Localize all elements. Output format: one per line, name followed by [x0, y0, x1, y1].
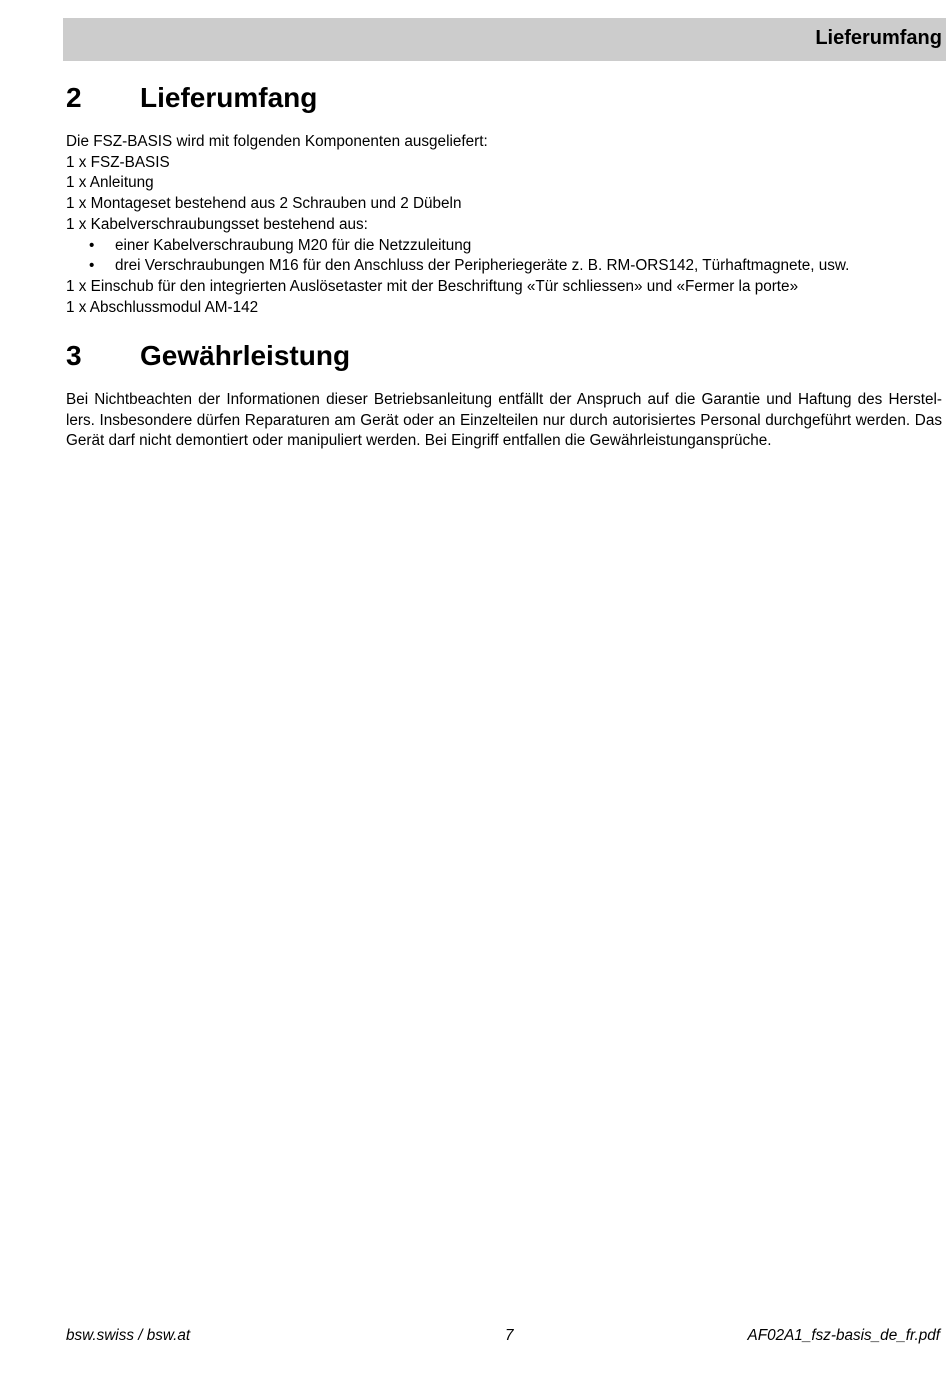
delivery-item: 1 x Abschlussmodul AM-142 [66, 298, 259, 316]
delivery-item: 1 x Einschub für den integrierten Auslösetaster mit der Beschriftung «Tür schliessen» und «Fermer la porte» [66, 277, 799, 295]
footer-filename: AF02A1_fsz-basis_de_fr.pdf [747, 1327, 940, 1344]
delivery-item: 1 x Kabelverschraubungsset bestehend aus: [66, 215, 368, 233]
section-2-heading [66, 81, 317, 115]
delivery-subitem [66, 236, 942, 257]
section-3-title: Gewährleistung [140, 340, 351, 371]
delivery-intro: Die FSZ-BASIS wird mit folgenden Komponenten ausgeliefert: [66, 133, 488, 150]
bullet-icon: • [89, 236, 95, 254]
section-3-heading [66, 339, 350, 373]
delivery-item: 1 x Anleitung [66, 174, 154, 192]
warranty-paragraph: Bei Nichtbeachten der Informationen dieser Betriebsanleitung entfällt der Anspruch auf die Garantie und Haftung des Herstel-lers. Insbesondere dürfen Reparaturen am Gerät oder an Einzelteilen nur durch autorisiertes Personal durchgeführt werden. Das Gerät darf nicht demontiert oder manipuliert werden. Bei Eingriff entfallen die Gewährleistungansprüche. [66, 391, 942, 450]
delivery-subitem-text: drei Verschraubungen M16 für den Anschluss der Peripheriegeräte z. B. RM-ORS142, Türhaftmagnete, usw. [115, 257, 850, 275]
delivery-list [66, 132, 942, 318]
running-header [63, 18, 946, 61]
section-2-number: 2 [66, 82, 82, 113]
footer-website: bsw.swiss / bsw.at [66, 1327, 191, 1344]
delivery-item: 1 x Montageset bestehend aus 2 Schrauben und 2 Dübeln [66, 195, 462, 213]
delivery-subitem [66, 256, 942, 277]
delivery-subitem-text: einer Kabelverschraubung M20 für die Netzzuleitung [115, 236, 472, 254]
section-3-number: 3 [66, 340, 82, 371]
delivery-item: 1 x FSZ-BASIS [66, 153, 170, 171]
bullet-icon: • [89, 257, 95, 275]
section-2-title: Lieferumfang [140, 82, 318, 113]
running-header-title: Lieferumfang [815, 27, 942, 49]
footer-page-number: 7 [505, 1327, 514, 1344]
